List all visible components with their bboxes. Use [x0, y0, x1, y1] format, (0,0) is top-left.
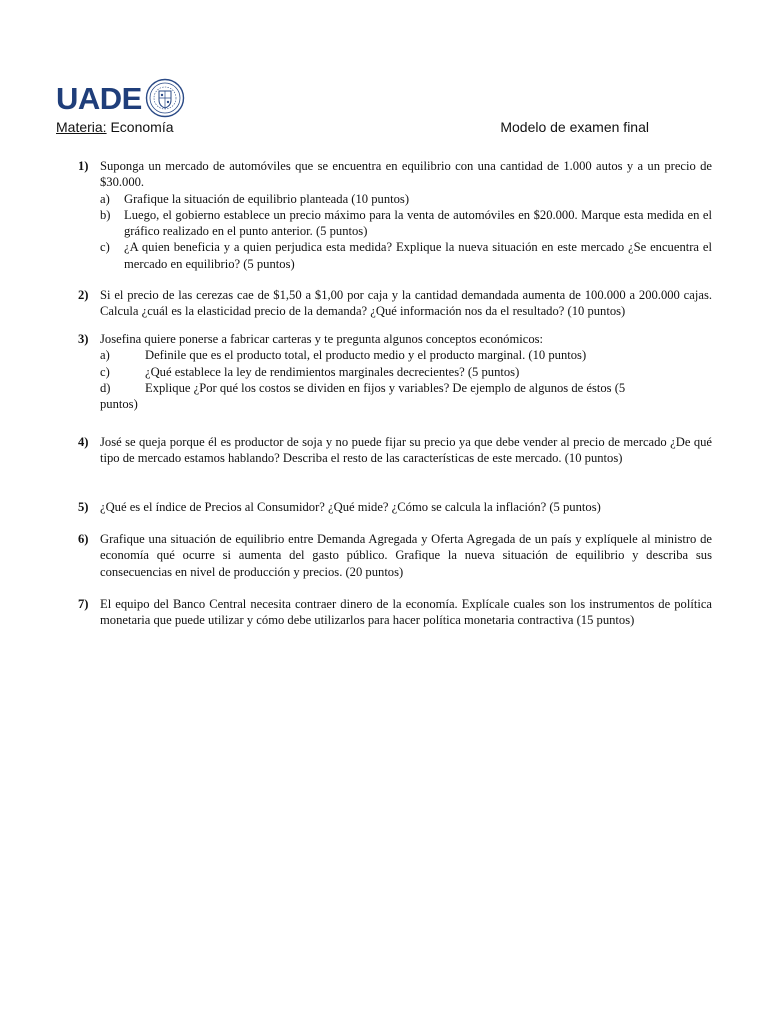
question-text: Josefina quiere ponerse a fabricar carteras y te pregunta algunos conceptos económicos:: [100, 332, 544, 346]
question-text: ¿Qué es el índice de Precios al Consumidor? ¿Qué mide? ¿Cómo se calcula la inflación? (5 puntos): [100, 500, 601, 514]
question-text: José se queja porque él es productor de soja y no puede fijar su precio ya que debe vender al precio de mercado ¿De qué tipo de mercado estamos hablando? Describa el resto de las características de este mercado. (10 puntos): [100, 435, 712, 466]
question-3: [78, 331, 712, 412]
question-text: Suponga un mercado de automóviles que se encuentra en equilibrio con una cantidad de 1.000 autos y a un precio de $30.000.: [100, 159, 712, 190]
item-letter: a): [100, 348, 110, 363]
question-2: [78, 287, 712, 320]
question-number: 3): [78, 332, 89, 346]
subject-line: [56, 119, 174, 135]
question-item: [100, 380, 712, 413]
uade-logo: [56, 76, 185, 120]
question-4: [78, 434, 712, 467]
question-item: [100, 364, 712, 380]
item-text: Definile que es el producto total, el producto medio y el producto marginal. (10 puntos): [145, 348, 587, 363]
item-letter: c): [100, 364, 110, 379]
question-number: 6): [78, 532, 89, 546]
item-letter: d): [100, 380, 111, 395]
subject-value: Economía: [110, 119, 174, 135]
item-text: Luego, el gobierno establece un precio máximo para la venta de automóviles en $20.000. Marque esta medida en el gráfico realizado en el punto anterior. (5 puntos): [124, 207, 712, 239]
university-seal-icon: [145, 78, 185, 118]
logo-text: UADE: [56, 80, 142, 116]
item-text: Explique ¿Por qué los costos se dividen en fijos y variables? De ejemplo de algunos de éstos (5: [145, 380, 626, 395]
item-text-continuation: puntos): [100, 397, 138, 412]
question-item: [100, 207, 712, 240]
item-letter: b): [100, 207, 111, 222]
question-number: 4): [78, 435, 89, 449]
question-1: [78, 158, 712, 272]
question-6: [78, 531, 712, 580]
question-item: [100, 239, 712, 272]
question-item: [100, 347, 712, 363]
question-text: El equipo del Banco Central necesita contraer dinero de la economía. Explícale cuales son los instrumentos de política monetaria que puede utilizar y cómo debe utilizarlos para hacer política monetaria contractiva (15 puntos): [100, 597, 712, 628]
subject-label: Materia:: [56, 119, 107, 135]
question-item: [100, 191, 712, 207]
question-number: 1): [78, 159, 89, 173]
question-number: 7): [78, 597, 89, 611]
item-letter: a): [100, 191, 110, 206]
question-5: [78, 499, 712, 515]
question-number: 5): [78, 500, 89, 514]
item-text: ¿A quien beneficia y a quien perjudica esta medida? Explique la nueva situación en este mercado ¿Se encuentra el mercado en equilibrio? (5 puntos): [124, 240, 712, 271]
question-7: [78, 596, 712, 629]
question-number: 2): [78, 288, 89, 302]
item-letter: c): [100, 240, 110, 255]
question-text: Grafique una situación de equilibrio entre Demanda Agregada y Oferta Agregada de un país y explíquele al ministro de economía qué ocurre si aumenta del gasto público. Grafique la nueva situación de equilibrio y describa sus consecuencias en nivel de producción y precios. (20 puntos): [100, 532, 712, 579]
question-text: Si el precio de las cerezas cae de $1,50 a $1,00 por caja y la cantidad demandada aumenta de 100.000 a 200.000 cajas. Calcula ¿cuál es la elasticidad precio de la demanda? ¿Qué información nos da el resultado? (10 puntos): [100, 288, 712, 319]
exam-title: Modelo de examen final: [500, 119, 649, 135]
item-text: Grafique la situación de equilibrio planteada (10 puntos): [124, 191, 410, 206]
item-text: ¿Qué establece la ley de rendimientos marginales decrecientes? (5 puntos): [145, 364, 520, 379]
